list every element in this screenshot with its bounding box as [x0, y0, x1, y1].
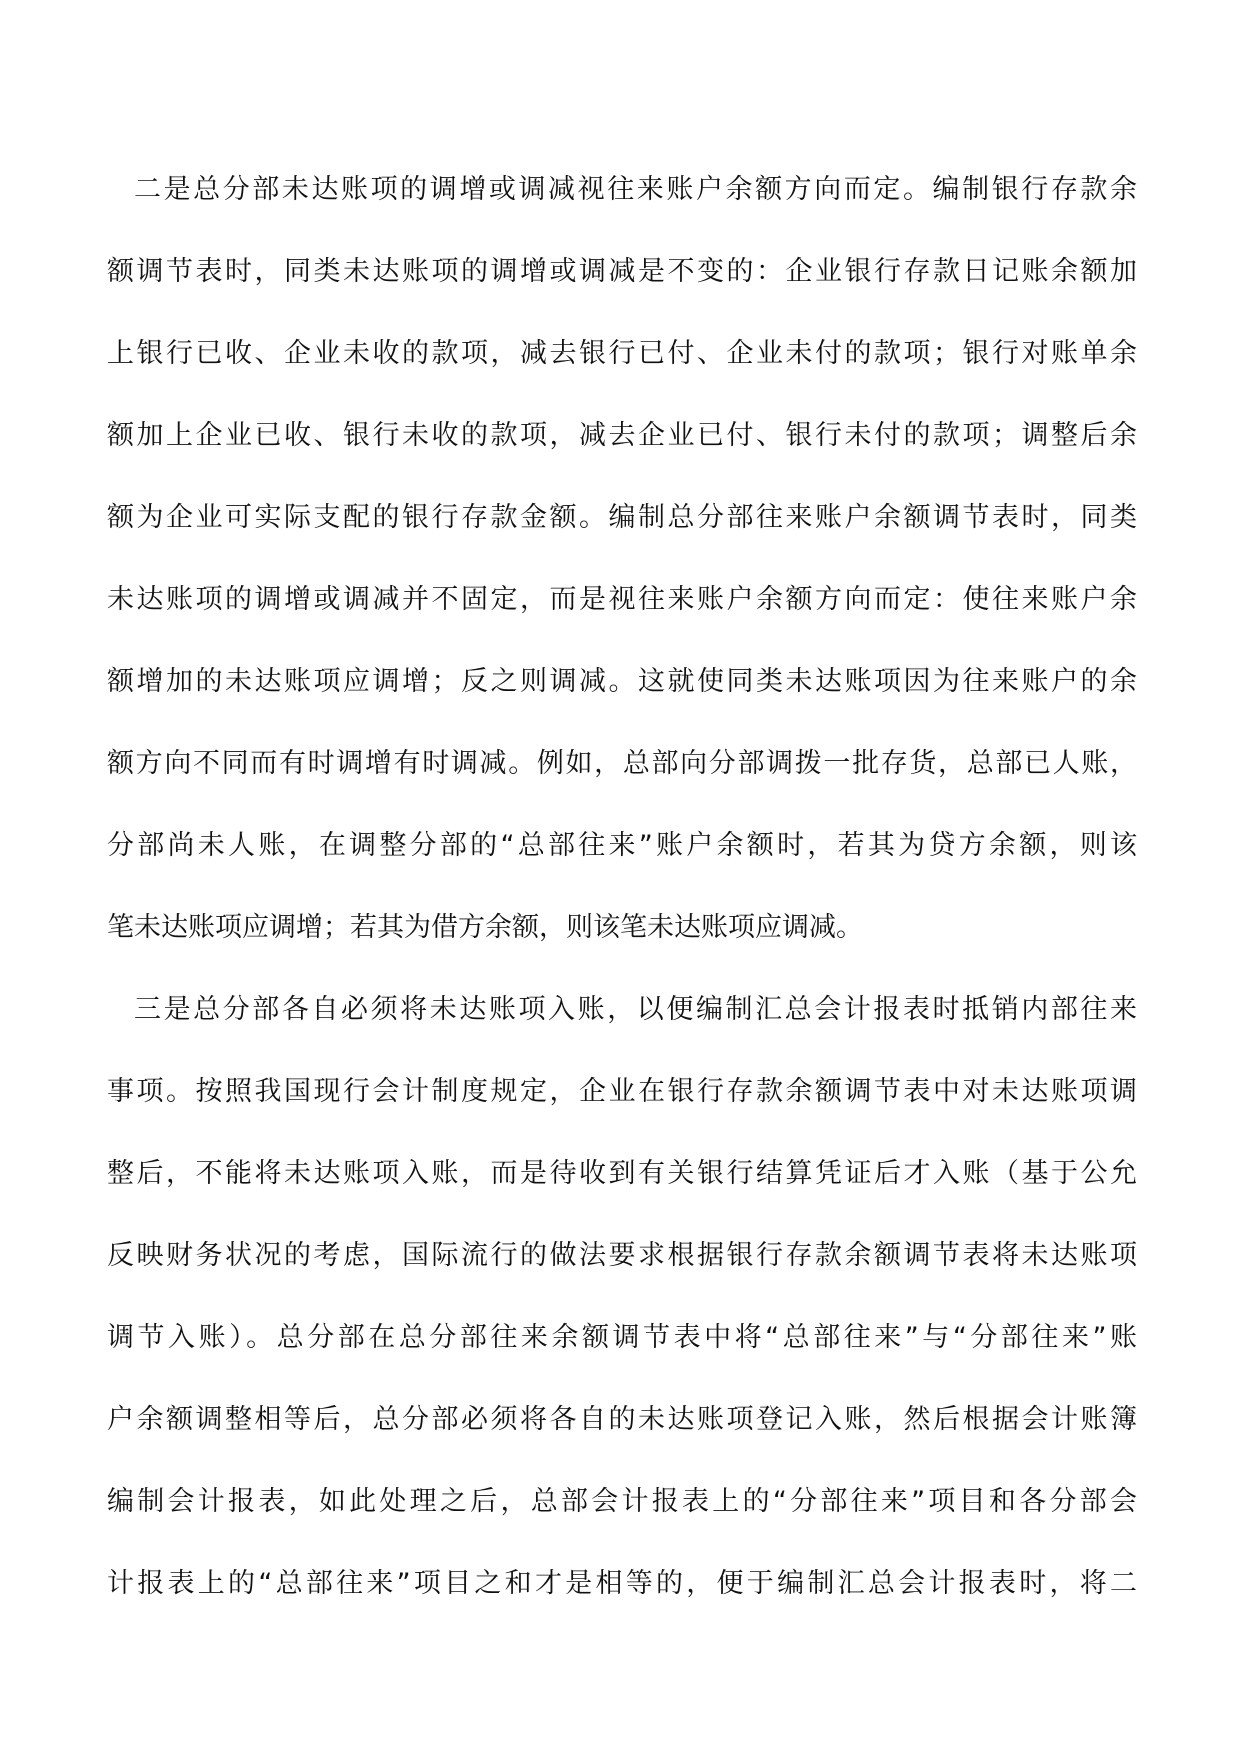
paragraph-line: 额加上企业已收、银行未收的款项，减去企业已付、银行未付的款项；调整后余: [107, 420, 1137, 451]
paragraph-line: 额调节表时，同类未达账项的调增或调减是不变的：企业银行存款日记账余额加: [107, 256, 1137, 287]
document-body: [107, 162, 1137, 1638]
paragraph-line: 反映财务状况的考虑，国际流行的做法要求根据银行存款余额调节表将未达账项: [107, 1240, 1137, 1271]
paragraph-line: 计报表上的“总部往来”项目之和才是相等的，便于编制汇总会计报表时，将二: [107, 1568, 1137, 1599]
paragraph-line: 调节入账）。总分部在总分部往来余额调节表中将“总部往来”与“分部往来”账: [107, 1322, 1137, 1353]
paragraph-undelivered-items-adjustment: [107, 162, 1137, 982]
paragraph-line: 额方向不同而有时调增有时调减。例如，总部向分部调拨一批存货，总部已人账，: [107, 748, 1137, 779]
paragraph-line: 整后，不能将未达账项入账，而是待收到有关银行结算凭证后才入账（基于公允: [107, 1158, 1137, 1189]
paragraph-line: 笔未达账项应调增；若其为借方余额，则该笔未达账项应调减。: [107, 912, 863, 943]
paragraph-line: 上银行已收、企业未收的款项，减去银行已付、企业未付的款项；银行对账单余: [107, 338, 1137, 369]
paragraph-line: 编制会计报表，如此处理之后，总部会计报表上的“分部往来”项目和各分部会: [107, 1486, 1137, 1517]
paragraph-record-undelivered-items: [107, 982, 1137, 1638]
paragraph-line: 未达账项的调增或调减并不固定，而是视往来账户余额方向而定：使往来账户余: [107, 584, 1137, 615]
paragraph-line: 额为企业可实际支配的银行存款金额。编制总分部往来账户余额调节表时，同类: [107, 502, 1137, 533]
paragraph-line: 分部尚未人账，在调整分部的“总部往来”账户余额时，若其为贷方余额，则该: [107, 830, 1137, 861]
paragraph-line: 事项。按照我国现行会计制度规定，企业在银行存款余额调节表中对未达账项调: [107, 1076, 1137, 1107]
paragraph-line: 三是总分部各自必须将未达账项入账，以便编制汇总会计报表时抵销内部往来: [134, 994, 1137, 1025]
paragraph-line: 二是总分部未达账项的调增或调减视往来账户余额方向而定。编制银行存款余: [134, 174, 1137, 205]
paragraph-line: 户余额调整相等后，总分部必须将各自的未达账项登记入账，然后根据会计账簿: [107, 1404, 1137, 1435]
paragraph-line: 额增加的未达账项应调增；反之则调减。这就使同类未达账项因为往来账户的余: [107, 666, 1137, 697]
